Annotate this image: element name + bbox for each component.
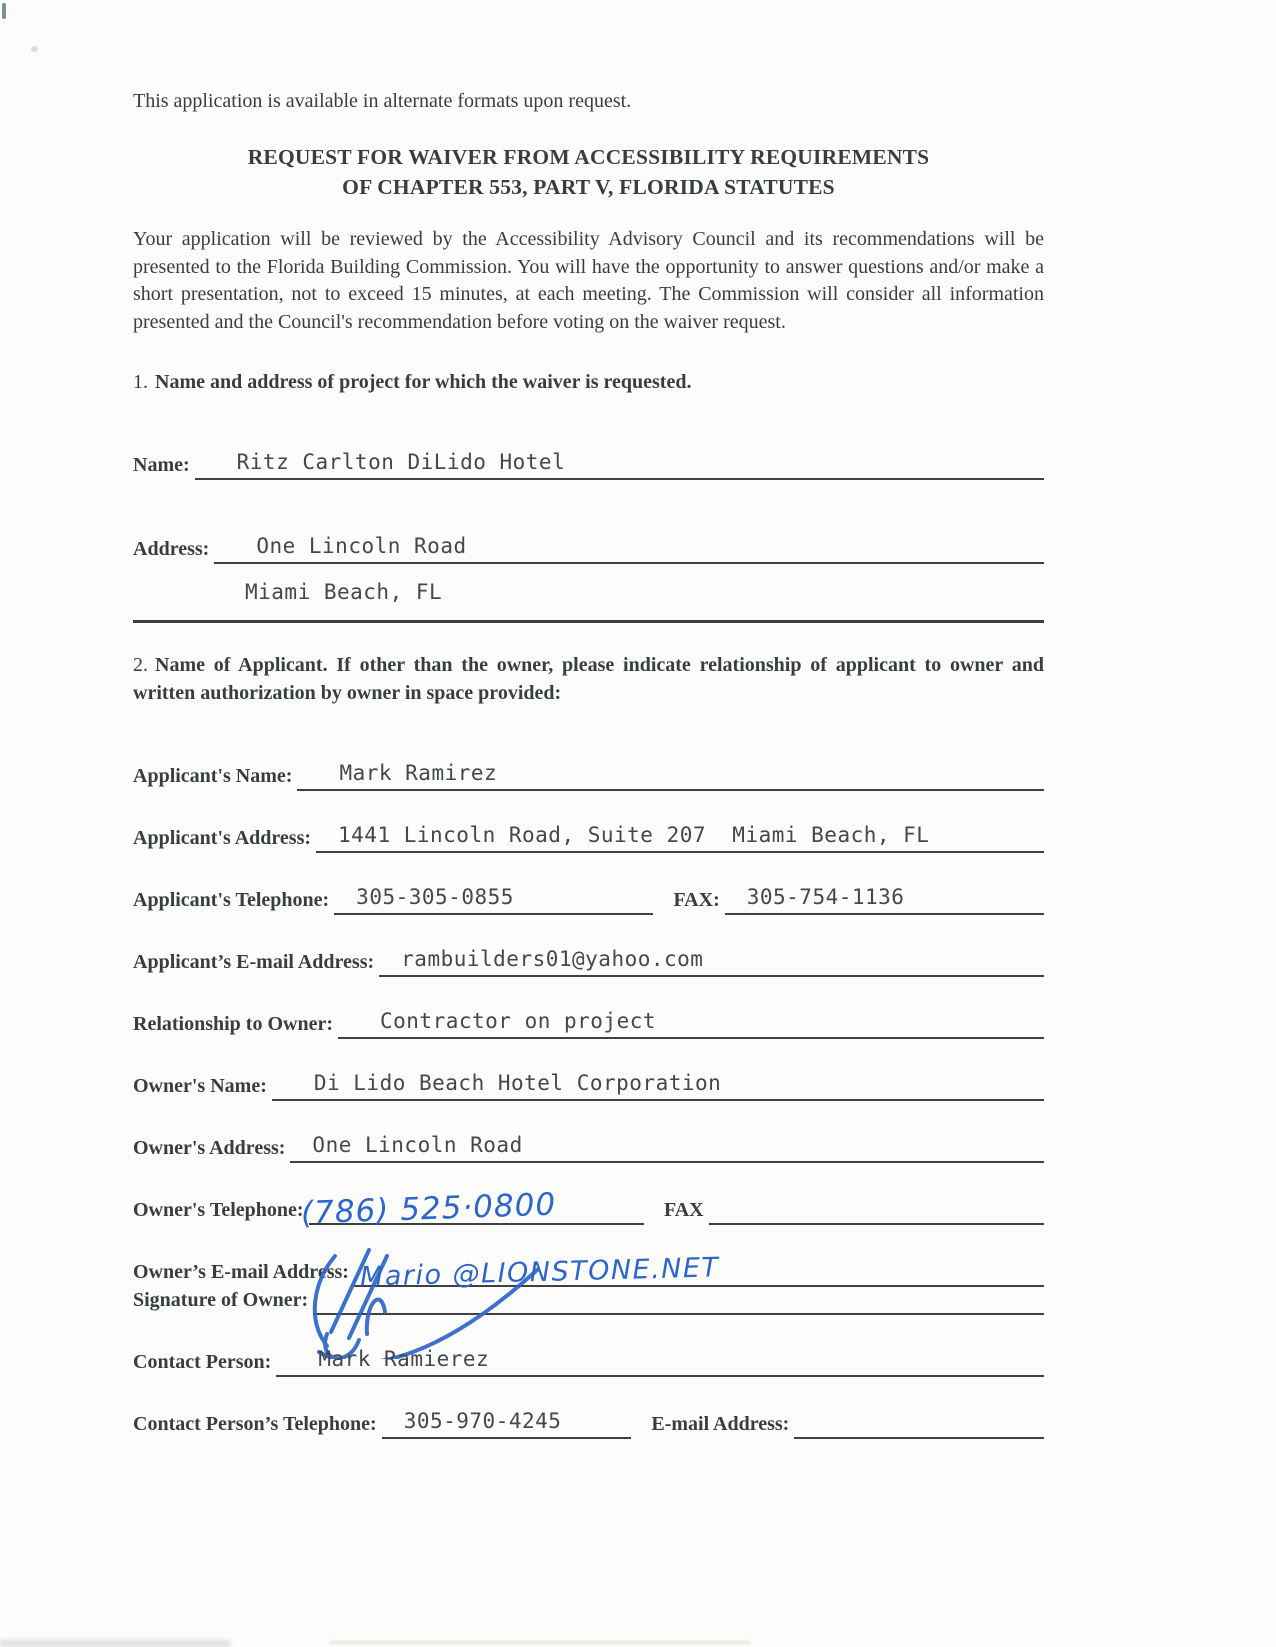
- section1-number: 1.: [133, 371, 148, 393]
- project-address-row: [133, 514, 1044, 564]
- project-name-label: Name:: [133, 454, 190, 476]
- project-name-value: Ritz Carlton DiLido Hotel: [236, 450, 566, 474]
- owner-telephone-label: Owner's Telephone:: [133, 1199, 304, 1221]
- applicant-email-row: [133, 931, 1044, 977]
- form-title-line1: REQUEST FOR WAIVER FROM ACCESSIBILITY REQUIREMENTS: [247, 145, 930, 169]
- project-address-label: Address:: [133, 538, 210, 560]
- applicant-telephone-row: [133, 869, 1044, 915]
- owner-address-underline: [290, 1117, 1044, 1163]
- applicant-name-underline: [297, 741, 1044, 791]
- owner-email-handwritten-value: Mario @LIONSTONE.NET: [359, 1252, 720, 1293]
- contact-telephone-label: Contact Person’s Telephone:: [133, 1413, 377, 1435]
- applicant-email-value: rambuilders01@yahoo.com: [401, 947, 704, 971]
- applicant-name-label: Applicant's Name:: [133, 765, 293, 787]
- owner-telephone-underline: [300, 1179, 644, 1232]
- owner-name-label: Owner's Name:: [133, 1075, 267, 1097]
- applicant-address-underline: [316, 807, 1044, 853]
- applicant-telephone-value: 305-305-0855: [356, 885, 514, 909]
- scan-artifact-top-left: [2, 3, 6, 19]
- owner-telephone-row: [133, 1179, 1044, 1232]
- owner-name-value: Di Lido Beach Hotel Corporation: [313, 1071, 722, 1095]
- section1-heading-text: Name and address of project for which the waiver is requested.: [155, 371, 692, 393]
- contact-person-label: Contact Person:: [133, 1351, 272, 1373]
- scan-artifact-bottom-left: [0, 1640, 230, 1647]
- form-title: [133, 142, 1044, 202]
- applicant-address-label: Applicant's Address:: [133, 827, 312, 849]
- owner-name-underline: [272, 1055, 1044, 1101]
- applicant-fax-underline: [725, 869, 1044, 915]
- contact-person-value: Mark Ramierez: [318, 1347, 490, 1371]
- contact-person-row: [133, 1331, 1044, 1377]
- applicant-telephone-underline: [334, 869, 653, 915]
- form-title-line2: OF CHAPTER 553, PART V, FLORIDA STATUTES: [342, 175, 835, 199]
- project-address-underline: [214, 514, 1044, 564]
- section2-heading-text: Name of Applicant. If other than the owner, please indicate relationship of applicant to owner and written authorization by owner in space provided:: [133, 654, 1044, 704]
- section1-heading: [133, 368, 1044, 396]
- contact-telephone-row: [133, 1393, 1044, 1439]
- applicant-telephone-label: Applicant's Telephone:: [133, 889, 330, 911]
- project-name-row: [133, 430, 1044, 480]
- applicant-address-row: [133, 807, 1044, 853]
- contact-telephone-underline: [382, 1393, 632, 1439]
- relationship-to-owner-row: [133, 993, 1044, 1039]
- applicant-fax-value: 305-754-1136: [746, 885, 905, 909]
- signature-underline: [313, 1273, 1044, 1315]
- owner-telephone-handwritten-value: (786) 525·0800: [300, 1186, 557, 1232]
- owner-fax-underline: [709, 1179, 1044, 1225]
- applicant-email-label: Applicant’s E-mail Address:: [133, 951, 375, 973]
- owner-email-label: Owner’s E-mail Address:: [133, 1261, 349, 1283]
- section2-number: 2.: [133, 654, 148, 676]
- owner-fax-label: FAX: [663, 1199, 704, 1221]
- scan-artifact-bottom-streak: [330, 1641, 750, 1644]
- relationship-label: Relationship to Owner:: [133, 1013, 333, 1035]
- contact-email-label: E-mail Address:: [651, 1413, 790, 1435]
- review-process-paragraph: Your application will be reviewed by the Accessibility Advisory Council and its recommendations will be presented to the Florida Building Commission. You will have the opportunity to answer questions and/or make a short presentation, not to exceed 15 minutes, at each meeting. The Commission will consider all information presented and the Council's recommendation before voting on the waiver request.: [133, 228, 1044, 333]
- section2-heading: [133, 651, 1044, 707]
- owner-address-row: [133, 1117, 1044, 1163]
- owner-address-value: One Lincoln Road: [312, 1133, 523, 1157]
- owner-address-label: Owner's Address:: [133, 1137, 286, 1159]
- applicant-fax-label: FAX:: [673, 889, 720, 911]
- project-address-value: One Lincoln Road: [256, 534, 467, 558]
- applicant-name-value: Mark Ramirez: [339, 761, 498, 785]
- scan-artifact-smudge: [31, 46, 38, 52]
- alternate-formats-notice: This application is available in alternate formats upon request.: [133, 90, 632, 112]
- applicant-name-row: [133, 741, 1044, 791]
- project-address-line2-value: Miami Beach, FL: [245, 580, 443, 604]
- relationship-value: Contractor on project: [380, 1009, 657, 1033]
- project-name-underline: [195, 430, 1044, 480]
- relationship-underline: [338, 993, 1044, 1039]
- applicant-address-value: 1441 Lincoln Road, Suite 207 Miami Beach, FL: [338, 823, 930, 847]
- signature-label: Signature of Owner:: [133, 1289, 309, 1311]
- owner-name-row: [133, 1055, 1044, 1101]
- contact-email-underline: [794, 1393, 1044, 1439]
- contact-telephone-value: 305-970-4245: [403, 1409, 562, 1433]
- project-address-line2-row: [133, 564, 1044, 623]
- applicant-email-underline: [379, 931, 1044, 977]
- contact-person-underline: [276, 1331, 1044, 1377]
